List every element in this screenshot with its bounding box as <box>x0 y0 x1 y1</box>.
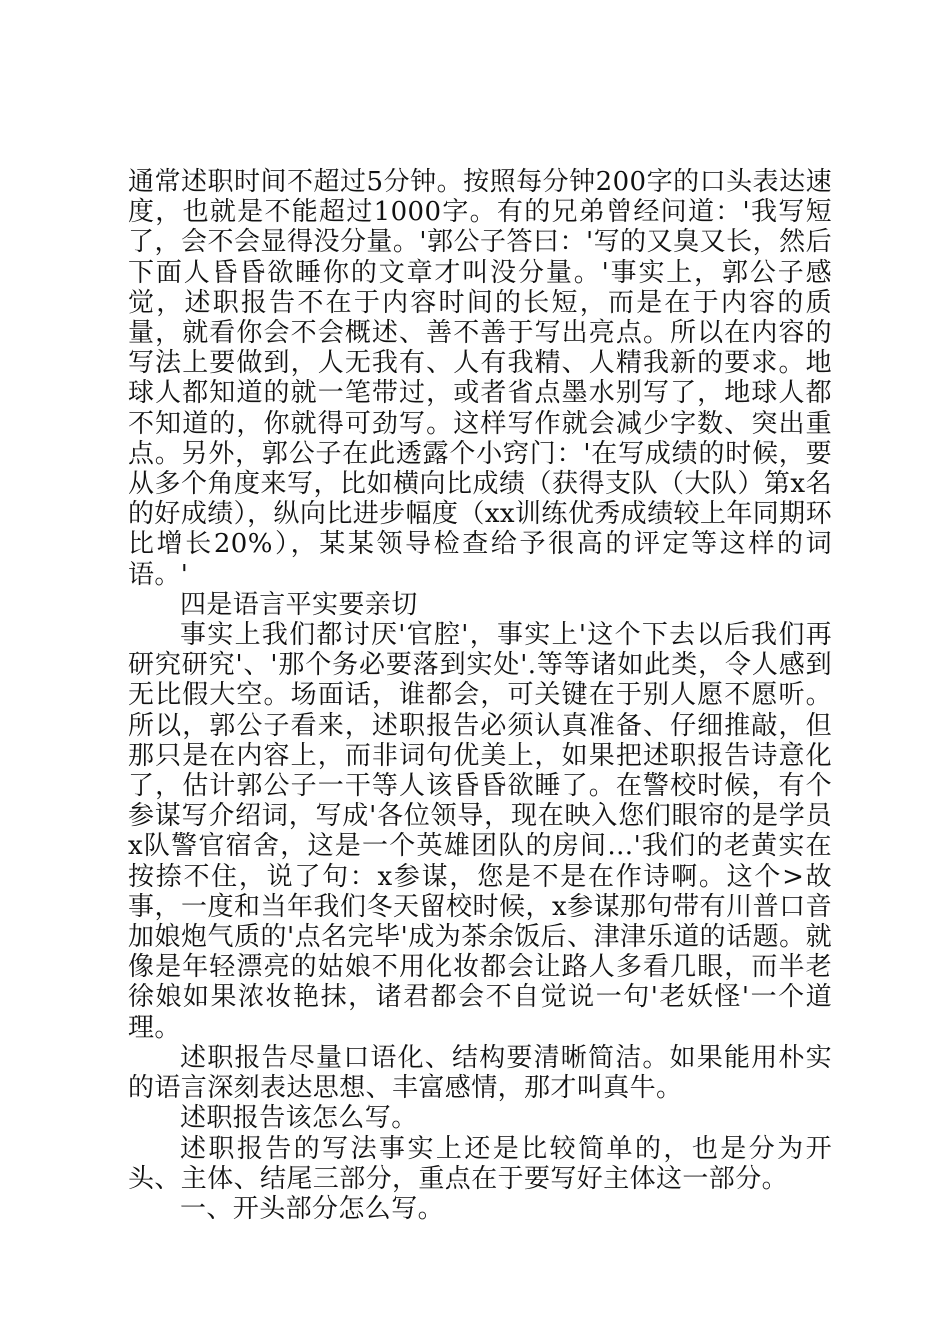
document-body <box>128 167 832 1224</box>
paragraph-avoid-officialese: 事实上我们都讨厌'官腔'，事实上'这个下去以后我们再研究研究'、'那个务必要落到实处'.等等诸如此类，令人感到无比假大空。场面话，谁都会，可关键在于别人愿不愿听。所以，郭公子看来，述职报告必须认真准备、仔细推敲，但那只是在内容上，而非词句优美上，如果把述职报告诗意化了，估计郭公子一干等人该昏昏欲睡了。在警校时候，有个参谋写介绍词，写成'各位领导，现在映入您们眼帘的是学员x队警官宿舍，这是一个英雄团队的房间…'我们的老黄实在按捺不住，说了句：x参谋，您是不是在作诗啊。这个>故事，一度和当年我们冬天留校时候，x参谋那句带有川普口音加娘炮气质的'点名完毕'成为茶余饭后、津津乐道的话题。就像是年轻漂亮的姑娘不用化妆都会让路人多看几眼，而半老徐娘如果浓妆艳抹，诸君都会不自觉说一句'老妖怪'一个道理。 <box>128 620 832 1043</box>
heading-opening-section: 一、开头部分怎么写。 <box>180 1193 445 1224</box>
heading-how-to-write: 述职报告该怎么写。 <box>180 1103 418 1134</box>
paragraph-report-length: 通常述职时间不超过5分钟。按照每分钟200字的口头表达速度，也就是不能超过1000字。有的兄弟曾经问道：'我写短了，会不会显得没分量。'郭公子答曰：'写的又臭又长，然后下面人昏昏欲睡你的文章才叫没分量。'事实上，郭公子感觉，述职报告不在于内容时间的长短，而是在于内容的质量，就看你会不会概述、善不善于写出亮点。所以在内容的写法上要做到，人无我有、人有我精、人精我新的要求。地球人都知道的就一笔带过，或者省点墨水别写了，地球人都不知道的，你就得可劲写。这样写作就会减少字数、突出重点。另外，郭公子在此透露个小窍门：'在写成绩的时候，要从多个角度来写，比如横向比成绩（获得支队（大队）第x名的好成绩），纵向比进步幅度（xx训练优秀成绩较上年同期环比增长20%），某某领导检查给予很高的评定等这样的词语。' <box>128 167 832 590</box>
paragraph-colloquial-style: 述职报告尽量口语化、结构要清晰简洁。如果能用朴实的语言深刻表达思想、丰富感情，那才叫真牛。 <box>128 1042 832 1104</box>
paragraph-structure-overview: 述职报告的写法事实上还是比较简单的，也是分为开头、主体、结尾三部分，重点在于要写好主体这一部分。 <box>128 1133 832 1194</box>
heading-plain-language: 四是语言平实要亲切 <box>180 589 418 620</box>
